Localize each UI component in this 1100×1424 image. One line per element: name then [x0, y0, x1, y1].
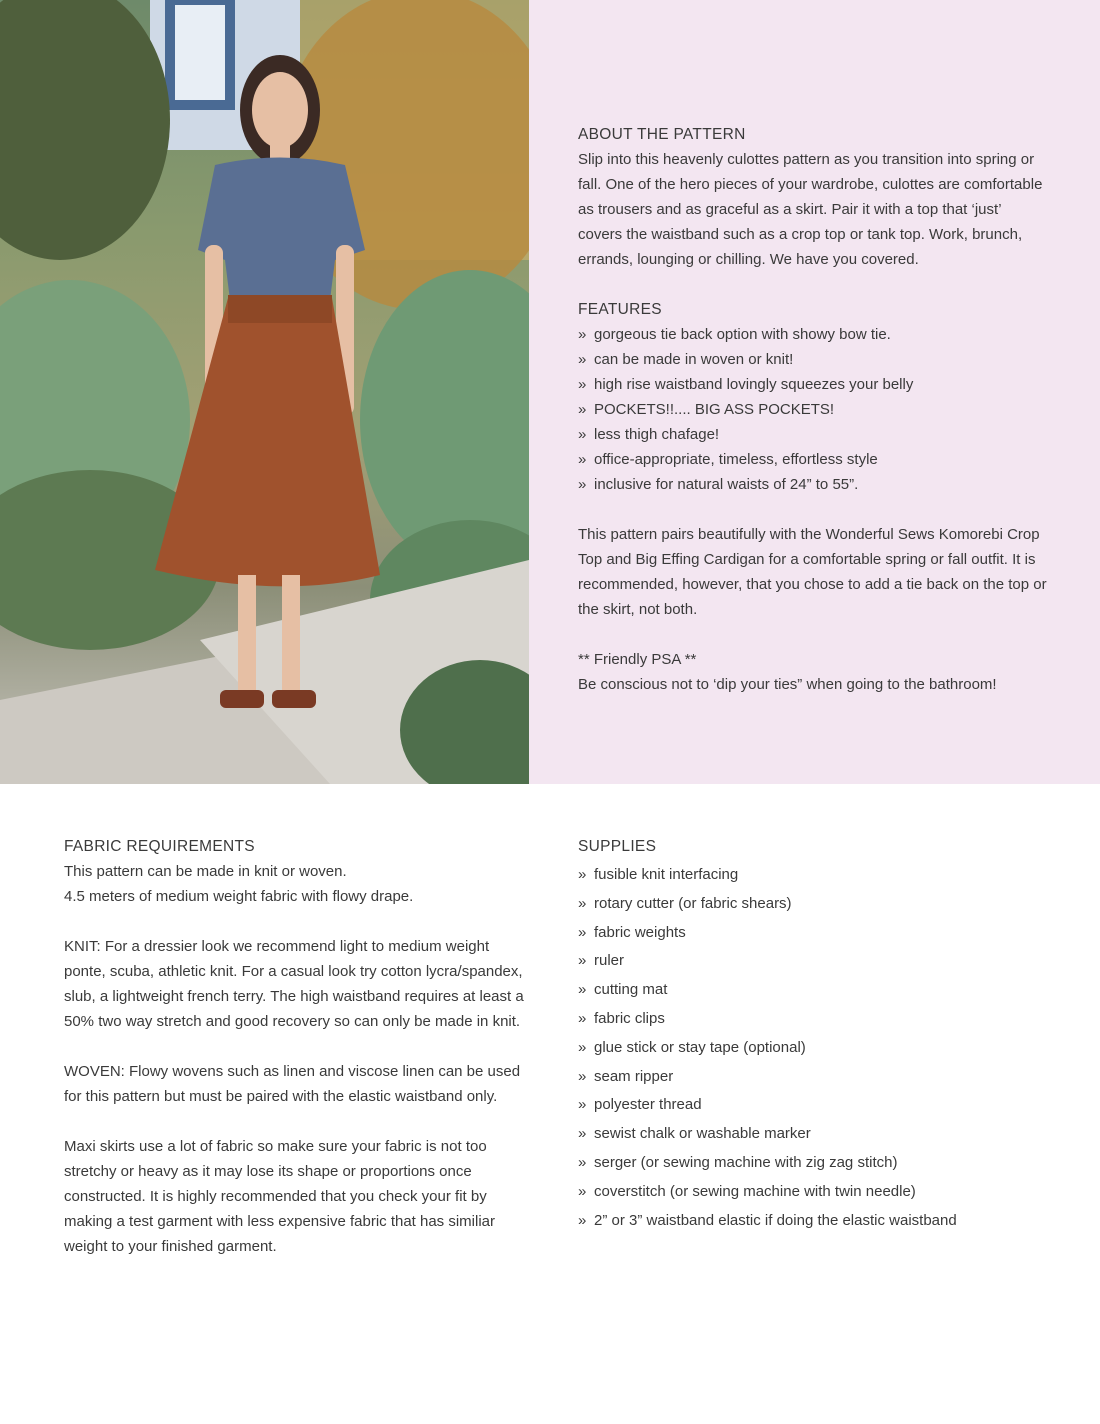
- supplies-section: [578, 834, 1048, 1235]
- supplies-heading: SUPPLIES: [578, 838, 657, 855]
- list-item: » serger (or sewing machine with zig zag stitch): [578, 1149, 1048, 1178]
- list-item: » can be made in woven or knit!: [578, 347, 1048, 372]
- model-photo: [0, 0, 529, 784]
- list-item: » office-appropriate, timeless, effortless style: [578, 447, 1048, 472]
- list-item: » fusible knit interfacing: [578, 861, 1048, 890]
- photo-illustration: [0, 0, 529, 784]
- list-item: » fabric weights: [578, 919, 1048, 948]
- features-list: [578, 322, 1048, 497]
- pairing-text: This pattern pairs beautifully with the Wonderful Sews Komorebi Crop Top and Big Effing Cardigan for a comfortable spring or fall outfit. It is recommended, however, that you chose to add a tie back on the top or the skirt, not both.: [578, 526, 1047, 618]
- about-heading: ABOUT THE PATTERN: [578, 126, 746, 143]
- list-item: » rotary cutter (or fabric shears): [578, 890, 1048, 919]
- list-item: » 2” or 3” waistband elastic if doing the elastic waistband: [578, 1207, 1048, 1236]
- about-section: [578, 122, 1048, 697]
- maxi-text: Maxi skirts use a lot of fabric so make sure your fabric is not too stretchy or heavy as it may lose its shape or proportions once constructed. It is highly recommended that you check your fit by making a test garment with less expensive fabric that has similiar weight to your finished garment.: [64, 1138, 496, 1255]
- list-item: » glue stick or stay tape (optional): [578, 1034, 1048, 1063]
- about-text: Slip into this heavenly culottes pattern as you transition into spring or fall. One of the hero pieces of your wardrobe, culottes are comfortable as trousers and as graceful as a skirt. Pair it with a top that ‘just’ covers the waistband such as a crop top or tank top. Work, brunch, errands, lounging or chilling. We have you covered.: [578, 151, 1043, 268]
- list-item: » POCKETS!!.... BIG ASS POCKETS!: [578, 397, 1048, 422]
- list-item: » high rise waistband lovingly squeezes your belly: [578, 372, 1048, 397]
- psa-heading: ** Friendly PSA **: [578, 651, 697, 668]
- list-item: » gorgeous tie back option with showy bow tie.: [578, 322, 1048, 347]
- list-item: » cutting mat: [578, 976, 1048, 1005]
- supplies-list: [578, 861, 1048, 1235]
- list-item: » fabric clips: [578, 1005, 1048, 1034]
- list-item: » inclusive for natural waists of 24” to 55”.: [578, 472, 1048, 497]
- list-item: » ruler: [578, 947, 1048, 976]
- list-item: » polyester thread: [578, 1091, 1048, 1120]
- fabric-heading: FABRIC REQUIREMENTS: [64, 838, 255, 855]
- list-item: » less thigh chafage!: [578, 422, 1048, 447]
- list-item: » sewist chalk or washable marker: [578, 1120, 1048, 1149]
- list-item: » seam ripper: [578, 1063, 1048, 1092]
- psa-text: Be conscious not to ‘dip your ties” when going to the bathroom!: [578, 676, 997, 693]
- fabric-line-1: This pattern can be made in knit or woven.: [64, 863, 347, 880]
- list-item: » coverstitch (or sewing machine with twin needle): [578, 1178, 1048, 1207]
- woven-text: WOVEN: Flowy wovens such as linen and viscose linen can be used for this pattern but must be paired with the elastic waistband only.: [64, 1063, 521, 1105]
- fabric-line-2: 4.5 meters of medium weight fabric with flowy drape.: [64, 888, 414, 905]
- fabric-section: [64, 834, 534, 1259]
- knit-text: KNIT: For a dressier look we recommend light to medium weight ponte, scuba, athletic knit. For a casual look try cotton lycra/spandex, slub, a lightweight french terry. The high waistband requires at least a 50% two way stretch and good recovery so can only be made in knit.: [64, 938, 524, 1030]
- features-heading: FEATURES: [578, 301, 662, 318]
